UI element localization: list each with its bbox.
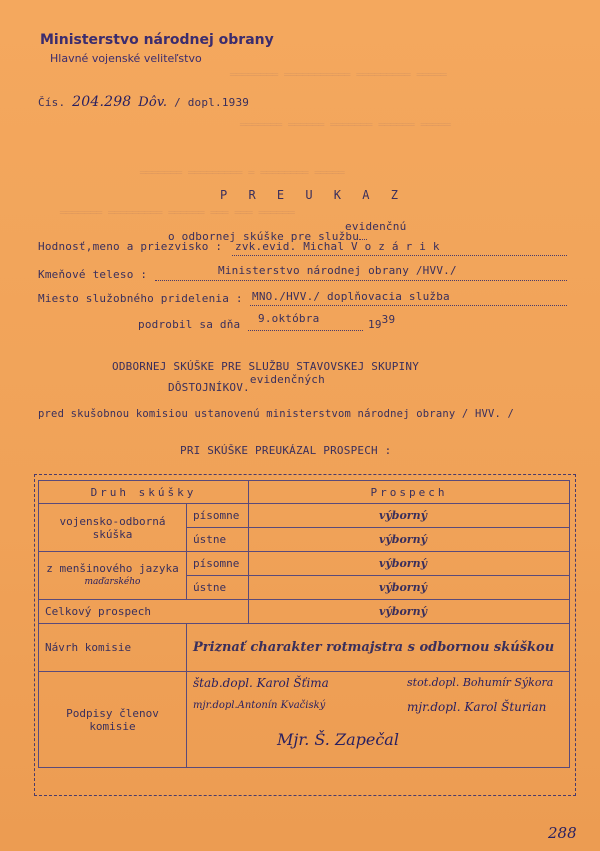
signature-5: Mjr. Š. Zapečal (277, 730, 399, 749)
total-label: Celkový prospech (39, 600, 249, 624)
rank-dotted-line (232, 255, 567, 256)
bleed-through-text: ═══════ ═════════ ═ ════════ ═════ (140, 168, 345, 179)
signature-1: štab.dopl. Karol Šťima (193, 676, 329, 690)
date-label: podrobil sa dňa (138, 318, 241, 331)
year-value: 39 (381, 313, 396, 326)
signatures-label: Podpisy členov komisie (39, 672, 187, 768)
row1-oral: ústne (187, 528, 249, 552)
col-header-result: Prospech (249, 481, 570, 504)
command-stamp: Hlavné vojenské veliteľstvo (50, 52, 202, 65)
total-grade: výborný (249, 600, 570, 624)
bleed-through-text: ════════ ═══════════ ═════════ ═════ (230, 70, 447, 81)
body-line-2 (168, 373, 325, 394)
body-line-2-a: DÔSTOJNÍKOV. (168, 381, 250, 394)
row1-written: písomne (187, 504, 249, 528)
signatures-cell (187, 672, 570, 768)
col-header-type: Druh skúšky (39, 481, 249, 504)
row2-label (39, 552, 187, 600)
unit-value: Ministerstvo národnej obrany /HVV./ (218, 264, 457, 277)
ref-suffix: / dopl.1939 (174, 96, 250, 109)
year-line (368, 313, 396, 331)
ref-prefix: Čís. (38, 96, 66, 109)
corner-page-number: 288 (548, 824, 577, 842)
row2-written-grade: výborný (249, 552, 570, 576)
ref-hand: Dôv. (138, 95, 168, 110)
table-row (39, 600, 570, 624)
body-line-2-b: evidenčných (249, 373, 325, 386)
row2-oral: ústne (187, 576, 249, 600)
exam-label: o odbornej skúške pre službu (168, 230, 360, 243)
proposal-value: Priznať charakter rotmajstra s odbornou skúškou (187, 624, 570, 672)
document-title: P R E U K A Z (220, 188, 405, 202)
table-row (39, 624, 570, 672)
row2-hand: maďarského (84, 577, 141, 587)
body-line-1: ODBORNEJ SKÚŠKE PRE SLUŽBU STAVOVSKEJ SKUPINY (112, 360, 420, 373)
date-dotted-line (248, 330, 363, 331)
assignment-dotted-line (250, 305, 567, 306)
signature-2: stot.dopl. Bohumír Sýkora (407, 676, 554, 689)
row1-oral-grade: výborný (249, 528, 570, 552)
row1-label: vojensko-odborná skúška (39, 504, 187, 552)
rank-value: zvk.evid. Michal V o z á r i k (235, 240, 440, 253)
assignment-label: Miesto služobného pridelenia : (38, 292, 243, 305)
table-row (39, 672, 570, 768)
row2-written: písomne (187, 552, 249, 576)
body-line-4: PRI SKÚŠKE PREUKÁZAL PROSPECH : (180, 444, 392, 457)
table-row (39, 552, 570, 576)
row1-written-grade: výborný (249, 504, 570, 528)
unit-label: Kmeňové teleso : (38, 268, 148, 281)
unit-dotted-line (155, 280, 567, 281)
ref-number: 204.298 (72, 94, 132, 110)
reference-line (38, 94, 249, 110)
rank-label: Hodnosť,meno a priezvisko : (38, 240, 223, 253)
body-line-3: pred skušobnou komisiou ustanovenú ministerstvom národnej obrany / HVV. / (38, 408, 515, 420)
year-prefix: 19 (368, 318, 382, 331)
proposal-label: Návrh komisie (39, 624, 187, 672)
signature-3: mjr.dopl. Karol Šturian (407, 700, 547, 714)
ministry-stamp: Ministerstvo národnej obrany (40, 32, 274, 48)
exam-results-table (38, 480, 570, 768)
signature-4: mjr.dopl.Antonín Kvačiský (193, 700, 326, 711)
row2-label-text: z menšinového jazyka (46, 562, 179, 575)
table-header-row (39, 481, 570, 504)
exam-value: evidenčnú (345, 220, 407, 233)
assignment-value: MNO./HVV./ doplňovacia služba (252, 290, 450, 303)
date-value: 9.októbra (258, 312, 320, 325)
bleed-through-text: ═══════ ═════════ ══════ ═══ ═══ ══════ (60, 208, 295, 219)
row2-oral-grade: výborný (249, 576, 570, 600)
bleed-through-text: ═══════ ══════ ═══════ ══════ ═════ (240, 120, 451, 131)
table-row (39, 504, 570, 528)
